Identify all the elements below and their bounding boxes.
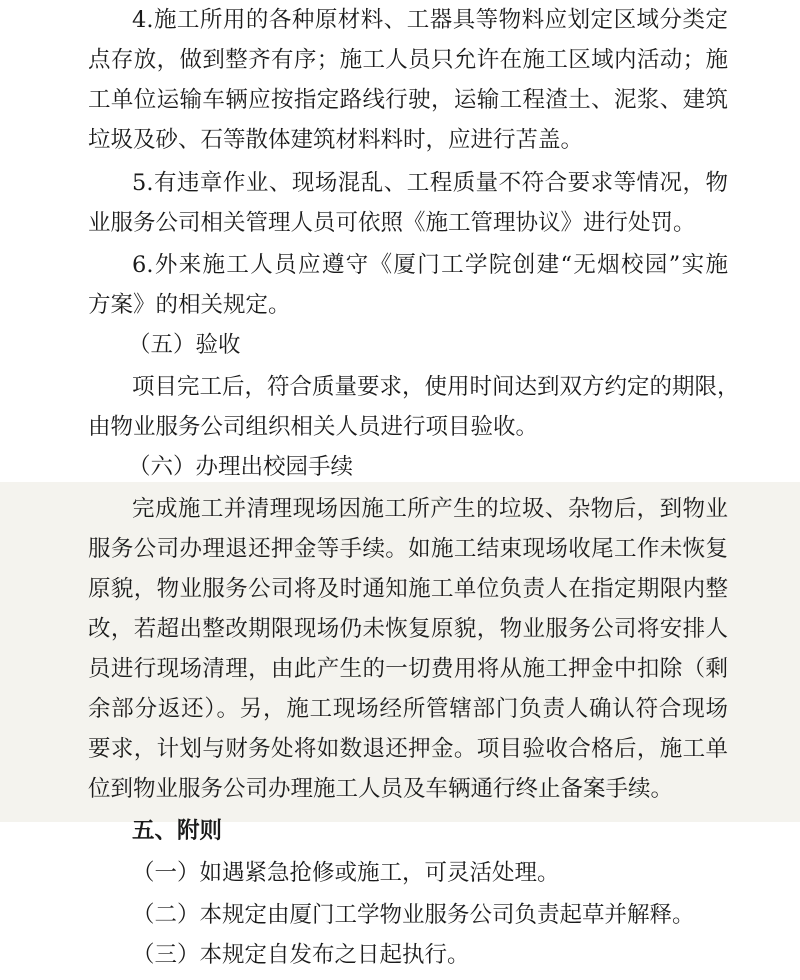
- item-4-line-3: 工单位运输车辆应按指定路线行驶，运输工程渣土、泥浆、建筑: [88, 87, 728, 113]
- item-6-line-2: 方案》的相关规定。: [88, 292, 291, 318]
- section-heading-supplementary: 五、附则: [132, 818, 223, 844]
- exit-line-7: 要求，计划与财务处将如数退还押金。项目验收合格后，施工单: [88, 736, 728, 762]
- subheading-exit-procedure: （六）办理出校园手续: [128, 454, 354, 480]
- exit-line-1: 完成施工并清理现场因施工所产生的垃圾、杂物后，到物业: [132, 496, 728, 522]
- supplementary-item-1: （一）如遇紧急抢修或施工，可灵活处理。: [132, 860, 560, 886]
- acceptance-line-2: 由物业服务公司组织相关人员进行项目验收。: [88, 414, 539, 440]
- supplementary-item-2: （二）本规定由厦门工学物业服务公司负责起草并解释。: [132, 902, 695, 928]
- exit-line-2: 服务公司办理退还押金等手续。如施工结束现场收尾工作未恢复: [88, 536, 728, 562]
- item-5-line-1: 5.有违章作业、现场混乱、工程质量不符合要求等情况，物: [132, 170, 728, 196]
- exit-line-3: 原貌，物业服务公司将及时通知施工单位负责人在指定期限内整: [88, 576, 728, 602]
- exit-line-5: 员进行现场清理，由此产生的一切费用将从施工押金中扣除（剩: [88, 656, 728, 682]
- item-5-line-2: 业服务公司相关管理人员可依照《施工管理协议》进行处罚。: [88, 210, 696, 236]
- exit-line-8: 位到物业服务公司办理施工人员及车辆通行终止备案手续。: [88, 776, 674, 802]
- exit-line-6: 余部分返还）。另，施工现场经所管辖部门负责人确认符合现场: [88, 696, 728, 722]
- item-4-line-2: 点存放，做到整齐有序；施工人员只允许在施工区域内活动；施: [88, 47, 728, 73]
- item-6-line-1: 6.外来施工人员应遵守《厦门工学院创建“无烟校园”实施: [132, 252, 728, 278]
- item-4-line-1: 4.施工所用的各种原材料、工器具等物料应划定区域分类定: [132, 7, 728, 33]
- exit-line-4: 改，若超出整改期限现场仍未恢复原貌，物业服务公司将安排人: [88, 616, 728, 642]
- subheading-acceptance: （五）验收: [128, 332, 241, 358]
- supplementary-item-3: （三）本规定自发布之日起执行。: [132, 942, 470, 968]
- acceptance-line-1: 项目完工后，符合质量要求，使用时间达到双方约定的期限，: [132, 374, 740, 400]
- scan-shade-region: [0, 482, 800, 822]
- item-4-line-4: 垃圾及砂、石等散体建筑材料料时，应进行苫盖。: [88, 127, 584, 153]
